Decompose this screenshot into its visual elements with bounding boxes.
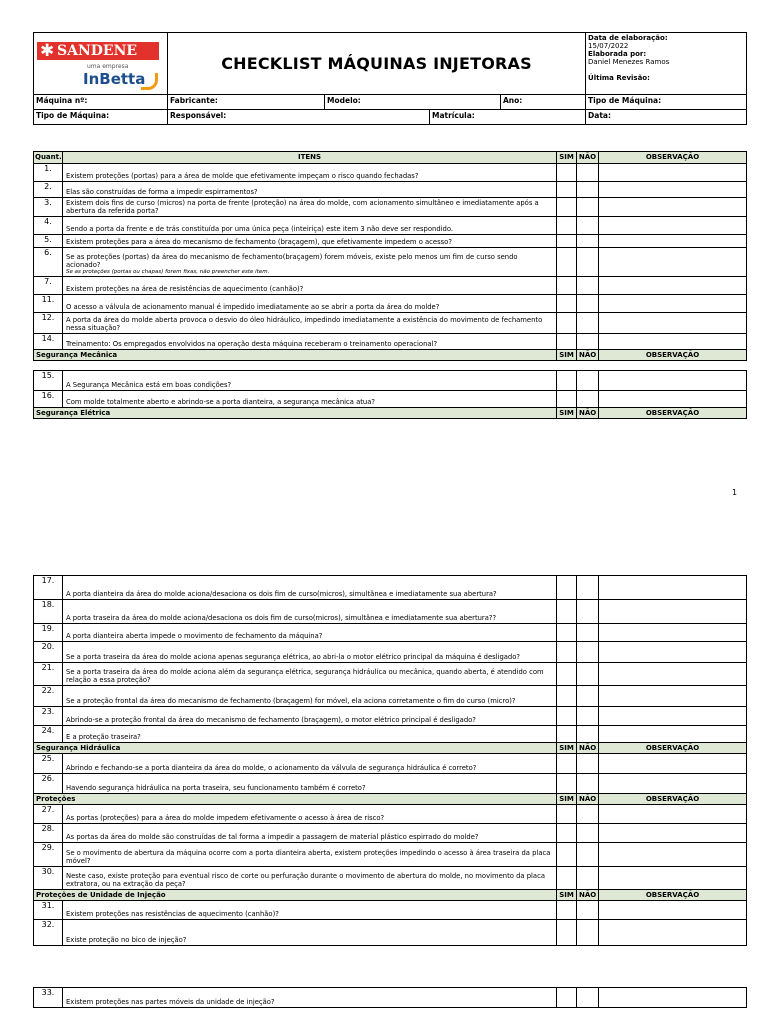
observation-cell[interactable]: [599, 686, 747, 707]
logo-sub: uma empresa: [87, 63, 129, 70]
col-observacao: OBSERVAÇÃO: [599, 890, 747, 901]
nao-checkbox-cell[interactable]: [577, 624, 599, 642]
col-sim: SIM: [557, 408, 577, 419]
item-text: As portas (proteções) para a área do molde impedem efetivamente o acesso à área de risco?: [66, 814, 385, 822]
observation-cell[interactable]: [599, 235, 747, 248]
nao-checkbox-cell[interactable]: [577, 686, 599, 707]
sim-checkbox-cell[interactable]: [557, 805, 577, 824]
checklist-row: [34, 371, 747, 391]
checklist-row: [34, 624, 747, 642]
item-number: 12.: [34, 313, 63, 334]
nao-checkbox-cell[interactable]: [577, 824, 599, 843]
item-number: 31.: [34, 901, 63, 920]
item-number: 7.: [34, 277, 63, 295]
item-text: Elas são construídas de forma a impedir espirramentos?: [66, 188, 258, 196]
item-text-cell: [63, 371, 557, 391]
checklist-row: [34, 295, 747, 313]
checklist-row: [34, 248, 747, 277]
item-text-cell: [63, 600, 557, 624]
item-text: A porta traseira da área do molde aciona/desaciona os dois fim de curso(micros), simultânea e imediatamente sua abertura??: [66, 614, 497, 622]
sim-checkbox-cell[interactable]: [557, 295, 577, 313]
field-machine-type[interactable]: Tipo de Máquina:: [586, 95, 747, 110]
checklist-row: [34, 774, 747, 794]
sim-checkbox-cell[interactable]: [557, 198, 577, 217]
field-model[interactable]: Modelo:: [325, 95, 501, 110]
checklist-row: [34, 920, 747, 946]
item-text-cell: [63, 313, 557, 334]
item-number: 4.: [34, 217, 63, 235]
nao-checkbox-cell[interactable]: [577, 182, 599, 198]
checklist-row: [34, 754, 747, 774]
logo-brand: SANDENE: [57, 43, 138, 59]
item-number: 1.: [34, 164, 63, 182]
item-text: Existem proteções nas resistências de aquecimento (canhão)?: [66, 910, 279, 918]
observation-cell[interactable]: [599, 600, 747, 624]
col-observacao: OBSERVAÇÃO: [599, 152, 747, 164]
item-text: A porta dianteira da área do molde aciona/desaciona os dois fim de curso(micros), simultânea e imediatamente sua abertura?: [66, 590, 497, 598]
checklist-table-page1: [33, 151, 747, 419]
page2-items: [34, 576, 747, 743]
document-meta: [586, 33, 747, 95]
item-text: Abrindo e fechando-se a porta dianteira da área do molde, o acionamento da válvula de segurança hidráulica é correto?: [66, 764, 477, 772]
item-text-cell: [63, 774, 557, 794]
item-text-cell: [63, 901, 557, 920]
item-text: Sendo a porta da frente e de trás constituída por uma única peça (inteiriça) este item 3 não deve ser respondido.: [66, 225, 454, 233]
item-number: 11.: [34, 295, 63, 313]
item-text-cell: [63, 920, 557, 946]
item-number: 28.: [34, 824, 63, 843]
field-date[interactable]: Data:: [586, 110, 747, 125]
sim-checkbox-cell[interactable]: [557, 248, 577, 277]
item-text: Havendo segurança hidráulica na porta traseira, seu funcionamento também é correto?: [66, 784, 366, 792]
observation-cell[interactable]: [599, 391, 747, 408]
item-text: Existem proteções nas partes móveis da unidade de injeção?: [66, 998, 275, 1006]
nao-checkbox-cell[interactable]: [577, 198, 599, 217]
observation-cell[interactable]: [599, 805, 747, 824]
col-quant: Quant.: [34, 152, 63, 164]
item-text: Se a porta traseira da área do molde aciona apenas segurança elétrica, ao abri-la o motor elétrico principal da máquina é desligado?: [66, 653, 521, 661]
col-sim: SIM: [557, 152, 577, 164]
item-text-cell: [63, 754, 557, 774]
sim-checkbox-cell[interactable]: [557, 824, 577, 843]
checklist-row: [34, 277, 747, 295]
item-number: 21.: [34, 663, 63, 686]
checklist-row: [34, 217, 747, 235]
checklist-row: [34, 391, 747, 408]
nao-checkbox-cell[interactable]: [577, 774, 599, 794]
item-text-cell: [63, 198, 557, 217]
sim-checkbox-cell[interactable]: [557, 371, 577, 391]
checklist-row: [34, 313, 747, 334]
last-items: [34, 988, 747, 1008]
nao-checkbox-cell[interactable]: [577, 371, 599, 391]
item-text-cell: [63, 164, 557, 182]
observation-cell[interactable]: [599, 754, 747, 774]
item-number: 29.: [34, 843, 63, 867]
field-year[interactable]: Ano:: [501, 95, 586, 110]
hidraulica-items: [34, 754, 747, 794]
item-text: Treinamento: Os empregados envolvidos na operação desta máquina receberam o treinamento operacional?: [66, 340, 438, 348]
sim-checkbox-cell[interactable]: [557, 642, 577, 663]
col-sim: SIM: [557, 890, 577, 901]
sim-checkbox-cell[interactable]: [557, 707, 577, 726]
sim-checkbox-cell[interactable]: [557, 988, 577, 1008]
checklist-row: [34, 707, 747, 726]
item-text: Existem proteções para a área do mecanismo de fechamento (braçagem), que efetivamente impedem o acesso?: [66, 238, 452, 246]
item-text: Se as proteções (portas) da área do mecanismo de fechamento(braçagem) forem móveis, existe pelo menos um fim de curso sendo acionado?: [66, 253, 518, 269]
item-text-cell: [63, 217, 557, 235]
item-text-cell: [63, 843, 557, 867]
sim-checkbox-cell[interactable]: [557, 901, 577, 920]
item-number: 19.: [34, 624, 63, 642]
observation-cell[interactable]: [599, 867, 747, 890]
nao-checkbox-cell[interactable]: [577, 217, 599, 235]
nao-checkbox-cell[interactable]: [577, 843, 599, 867]
nao-checkbox-cell[interactable]: [577, 600, 599, 624]
item-text-cell: [63, 248, 557, 277]
observation-cell[interactable]: [599, 774, 747, 794]
sim-checkbox-cell[interactable]: [557, 217, 577, 235]
document-header: [33, 32, 747, 125]
item-note: Se as proteções (portas ou chapas) forem fixas, não preencher este item.: [66, 269, 270, 275]
section-title: Segurança Hidráulica: [34, 743, 557, 754]
item-number: 6.: [34, 248, 63, 277]
observation-cell[interactable]: [599, 726, 747, 743]
nao-checkbox-cell[interactable]: [577, 235, 599, 248]
item-text: A porta da área do molde aberta provoca o desvio do óleo hidráulico, impedindo imediatamente a existência do movimento de fechamento nessa situação?: [66, 316, 543, 332]
item-number: 14.: [34, 334, 63, 350]
item-text-cell: [63, 824, 557, 843]
item-text: E a proteção traseira?: [66, 733, 141, 741]
nao-checkbox-cell[interactable]: [577, 754, 599, 774]
checklist-row: [34, 642, 747, 663]
field-manufacturer[interactable]: Fabricante:: [168, 95, 325, 110]
col-itens: ITENS: [63, 152, 557, 164]
item-number: 27.: [34, 805, 63, 824]
checklist-table-last: [33, 987, 747, 1008]
item-number: 24.: [34, 726, 63, 743]
checklist-row: [34, 843, 747, 867]
nao-checkbox-cell[interactable]: [577, 642, 599, 663]
observation-cell[interactable]: [599, 295, 747, 313]
observation-cell[interactable]: [599, 371, 747, 391]
checklist-row: [34, 334, 747, 350]
col-observacao: OBSERVAÇÃO: [599, 350, 747, 361]
checklist-row: [34, 663, 747, 686]
sim-checkbox-cell[interactable]: [557, 277, 577, 295]
item-text: Se a porta traseira da área do molde aciona além da segurança elétrica, segurança hidráulica ou mecânica, quando aberta, é atendido com relação a essa proteção?: [66, 668, 544, 684]
sim-checkbox-cell[interactable]: [557, 624, 577, 642]
nao-checkbox-cell[interactable]: [577, 901, 599, 920]
mecanica-items: [34, 371, 747, 408]
item-text-cell: [63, 235, 557, 248]
checklist-row: [34, 726, 747, 743]
field-machine-number[interactable]: Máquina nº:: [34, 95, 168, 110]
observation-cell[interactable]: [599, 334, 747, 350]
col-observacao: OBSERVAÇÃO: [599, 743, 747, 754]
section-header-hidraulica: [34, 743, 747, 754]
checklist-row: [34, 235, 747, 248]
section-header-protecoes: [34, 794, 747, 805]
nao-checkbox-cell[interactable]: [577, 726, 599, 743]
item-text: Com molde totalmente aberto e abrindo-se a porta dianteira, a segurança mecânica atua?: [66, 398, 376, 406]
observation-cell[interactable]: [599, 624, 747, 642]
injecao-items: [34, 901, 747, 946]
item-number: 26.: [34, 774, 63, 794]
nao-checkbox-cell[interactable]: [577, 164, 599, 182]
nao-checkbox-cell[interactable]: [577, 576, 599, 600]
checklist-row: [34, 805, 747, 824]
checklist-row: [34, 600, 747, 624]
sim-checkbox-cell[interactable]: [557, 576, 577, 600]
col-nao: NÃO: [577, 890, 599, 901]
col-nao: NÃO: [577, 794, 599, 805]
checklist-row: [34, 182, 747, 198]
nao-checkbox-cell[interactable]: [577, 313, 599, 334]
item-number: 33.: [34, 988, 63, 1008]
checklist-row: [34, 988, 747, 1008]
meta-author-label: Elaborada por:: [588, 50, 647, 58]
nao-checkbox-cell[interactable]: [577, 334, 599, 350]
item-text: Existem proteções (portas) para a área de molde que efetivamente impeçam o risco quando fechadas?: [66, 172, 419, 180]
observation-cell[interactable]: [599, 824, 747, 843]
sim-checkbox-cell[interactable]: [557, 600, 577, 624]
document-title: CHECKLIST MÁQUINAS INJETORAS: [168, 33, 586, 95]
nao-checkbox-cell[interactable]: [577, 277, 599, 295]
col-observacao: OBSERVAÇÃO: [599, 794, 747, 805]
field-registration[interactable]: Matrícula:: [430, 110, 586, 125]
item-text: As portas da área do molde são construídas de tal forma a impedir a passagem de material plástico espirrado do molde?: [66, 833, 479, 841]
observation-cell[interactable]: [599, 843, 747, 867]
swoosh-icon: [141, 73, 158, 90]
checklist-row: [34, 164, 747, 182]
item-text-cell: [63, 624, 557, 642]
spacer-row: [34, 361, 747, 371]
item-text: A porta dianteira aberta impede o movimento de fechamento da máquina?: [66, 632, 323, 640]
section-title: Proteções de Unidade de Injeção: [34, 890, 557, 901]
item-text-cell: [63, 295, 557, 313]
sim-checkbox-cell[interactable]: [557, 726, 577, 743]
item-text-cell: [63, 277, 557, 295]
checklist-table-page2: [33, 575, 747, 946]
sim-checkbox-cell[interactable]: [557, 867, 577, 890]
item-text: Neste caso, existe proteção para eventual risco de corte ou perfuração durante o movimento de abertura do molde, no movimento da placa extratora, ou na extração da peça?: [66, 872, 546, 888]
meta-date: 15/07/2022: [588, 42, 629, 50]
section-title: Proteções: [34, 794, 557, 805]
observation-cell[interactable]: [599, 663, 747, 686]
asterisk-icon: ✱: [40, 41, 55, 61]
checklist-row: [34, 198, 747, 217]
item-text: Se a proteção frontal da área do mecanismo de fechamento (braçagem) for móvel, ela aciona corretamente o fim do curso (micro)?: [66, 697, 516, 705]
col-nao: NÃO: [577, 152, 599, 164]
item-number: 32.: [34, 920, 63, 946]
item-text: O acesso a válvula de acionamento manual é impedido imediatamente ao se abrir a porta da área do molde?: [66, 303, 440, 311]
observation-cell[interactable]: [599, 707, 747, 726]
protecoes-items: [34, 805, 747, 890]
nao-checkbox-cell[interactable]: [577, 391, 599, 408]
observation-cell[interactable]: [599, 164, 747, 182]
item-number: 2.: [34, 182, 63, 198]
item-text-cell: [63, 334, 557, 350]
observation-cell[interactable]: [599, 988, 747, 1008]
item-text-cell: [63, 805, 557, 824]
checklist-row: [34, 576, 747, 600]
item-text: A Segurança Mecânica está em boas condições?: [66, 381, 232, 389]
sim-checkbox-cell[interactable]: [557, 182, 577, 198]
section-header-eletrica: [34, 408, 747, 419]
page-number: 1: [732, 488, 738, 497]
item-text: Existem dois fins de curso (micros) na porta de frente (proteção) na área do molde, com acionamento simultâneo e imediatamente após a abertura da referida porta?: [66, 199, 539, 215]
sim-checkbox-cell[interactable]: [557, 313, 577, 334]
sim-checkbox-cell[interactable]: [557, 164, 577, 182]
logo-cell: [34, 33, 168, 95]
meta-author: Daniel Menezes Ramos: [588, 58, 670, 66]
item-number: 3.: [34, 198, 63, 217]
col-sim: SIM: [557, 743, 577, 754]
item-text: Se o movimento de abertura da máquina ocorre com a porta dianteira aberta, existem proteções impedindo o acesso à área traseira da placa móvel?: [66, 849, 551, 865]
checklist-row: [34, 867, 747, 890]
item-number: 18.: [34, 600, 63, 624]
item-text: Existem proteções na área de resistências de aquecimento (canhão)?: [66, 285, 304, 293]
nao-checkbox-cell[interactable]: [577, 988, 599, 1008]
item-number: 17.: [34, 576, 63, 600]
observation-cell[interactable]: [599, 642, 747, 663]
sim-checkbox-cell[interactable]: [557, 663, 577, 686]
checklist-row: [34, 686, 747, 707]
logo-parent: InBetta: [83, 70, 146, 88]
item-number: 22.: [34, 686, 63, 707]
item-number: 16.: [34, 391, 63, 408]
observation-cell[interactable]: [599, 901, 747, 920]
nao-checkbox-cell[interactable]: [577, 805, 599, 824]
item-number: 15.: [34, 371, 63, 391]
col-nao: NÃO: [577, 408, 599, 419]
item-number: 25.: [34, 754, 63, 774]
checklist-row: [34, 901, 747, 920]
nao-checkbox-cell[interactable]: [577, 707, 599, 726]
item-number: 23.: [34, 707, 63, 726]
sim-checkbox-cell[interactable]: [557, 686, 577, 707]
section-header-mecanica: [34, 350, 747, 361]
item-text-cell: [63, 642, 557, 663]
sim-checkbox-cell[interactable]: [557, 235, 577, 248]
observation-cell[interactable]: [599, 198, 747, 217]
col-nao: NÃO: [577, 350, 599, 361]
item-text: Existe proteção no bico de injeção?: [66, 936, 187, 944]
observation-cell[interactable]: [599, 313, 747, 334]
col-sim: SIM: [557, 350, 577, 361]
nao-checkbox-cell[interactable]: [577, 248, 599, 277]
table-header-row: [34, 152, 747, 164]
nao-checkbox-cell[interactable]: [577, 867, 599, 890]
item-text-cell: [63, 663, 557, 686]
page1-items: [34, 164, 747, 350]
item-number: 20.: [34, 642, 63, 663]
observation-cell[interactable]: [599, 217, 747, 235]
sim-checkbox-cell[interactable]: [557, 334, 577, 350]
item-text: Abrindo-se a proteção frontal da área do mecanismo de fechamento (braçagem), o motor elétrico principal é desligado?: [66, 716, 476, 724]
sim-checkbox-cell[interactable]: [557, 843, 577, 867]
item-text-cell: [63, 988, 557, 1008]
sim-checkbox-cell[interactable]: [557, 754, 577, 774]
meta-date-label: Data de elaboração:: [588, 34, 668, 42]
observation-cell[interactable]: [599, 277, 747, 295]
sim-checkbox-cell[interactable]: [557, 391, 577, 408]
observation-cell[interactable]: [599, 576, 747, 600]
nao-checkbox-cell[interactable]: [577, 920, 599, 946]
section-header-injecao: [34, 890, 747, 901]
item-text-cell: [63, 707, 557, 726]
company-logo: [37, 42, 162, 90]
sim-checkbox-cell[interactable]: [557, 920, 577, 946]
observation-cell[interactable]: [599, 182, 747, 198]
item-text-cell: [63, 867, 557, 890]
nao-checkbox-cell[interactable]: [577, 295, 599, 313]
item-text-cell: [63, 576, 557, 600]
observation-cell[interactable]: [599, 920, 747, 946]
item-text-cell: [63, 686, 557, 707]
sim-checkbox-cell[interactable]: [557, 774, 577, 794]
col-sim: SIM: [557, 794, 577, 805]
col-observacao: OBSERVAÇÃO: [599, 408, 747, 419]
item-text-cell: [63, 391, 557, 408]
checklist-row: [34, 824, 747, 843]
col-nao: NÃO: [577, 743, 599, 754]
observation-cell[interactable]: [599, 248, 747, 277]
item-number: 5.: [34, 235, 63, 248]
item-text-cell: [63, 726, 557, 743]
meta-revision-label: Última Revisão:: [588, 74, 650, 82]
section-title: Segurança Elétrica: [34, 408, 557, 419]
item-number: 30.: [34, 867, 63, 890]
item-text-cell: [63, 182, 557, 198]
field-responsible[interactable]: Responsável:: [168, 110, 430, 125]
section-title: Segurança Mecânica: [34, 350, 557, 361]
field-machine-type-2[interactable]: Tipo de Máquina:: [34, 110, 168, 125]
nao-checkbox-cell[interactable]: [577, 663, 599, 686]
